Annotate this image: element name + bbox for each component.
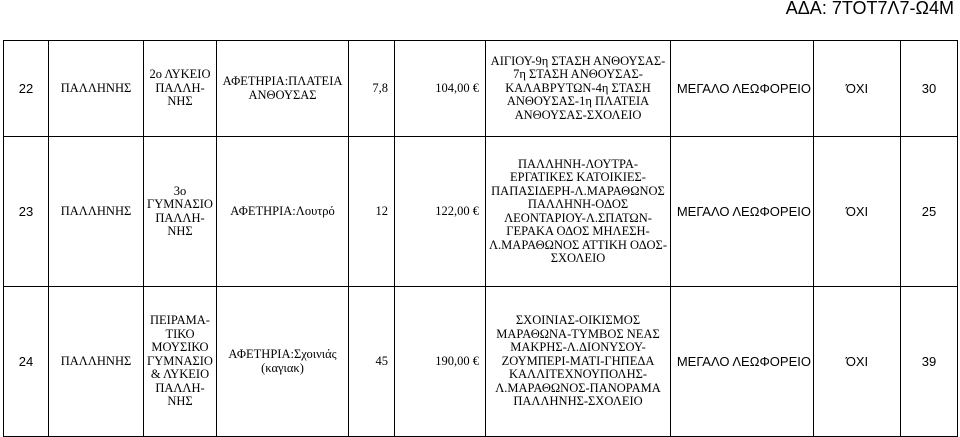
- routes-table: [3, 40, 958, 437]
- school-name: ΠΕΙΡΑΜΑ- ΤΙΚΟ ΜΟΥΣΙΚΟ ΓΥΜΝΑΣΙΟ & ΛΥΚΕΙΟ ΠΑΛΛΗ- ΝΗΣ: [144, 287, 217, 437]
- route-description: ΣΧΟΙΝΙΑΣ-ΟΙΚΙΣΜΟΣ ΜΑΡΑΘΩΝΑ-ΤΥΜΒΟΣ ΝΕΑΣ ΜΑΚΡΗΣ-Λ.ΔΙΟΝΥΣΟΥ- ΖΟΥΜΠΕΡΙ-ΜΑΤΙ-ΓΗΠΕΔΑ ΚΑΛΛΙΤΕΧΝΟΥΠΟΛΗΣ- Λ.ΜΑΡΑΘΩΝΟΣ-ΠΑΝΟΡΑΜΑ ΠΑΛΛΗΝΗΣ-ΣΧΟΛΕΙΟ: [486, 287, 671, 437]
- table-row: [4, 137, 958, 287]
- route-description: ΑΙΓΙΟΥ-9η ΣΤΑΣΗ ΑΝΘΟΥΣΑΣ- 7η ΣΤΑΣΗ ΑΝΘΟΥΣΑΣ- ΚΑΛΑΒΡΥΤΩΝ-4η ΣΤΑΣΗ ΑΝΘΟΥΣΑΣ-1η ΠΛΑΤΕΙΑ ΑΝΘΟΥΣΑΣ-ΣΧΟΛΕΙΟ: [486, 41, 671, 137]
- vehicle-type: ΜΕΓΑΛΟ ΛΕΩΦΟΡΕΙΟ: [671, 41, 814, 137]
- vehicle-type: ΜΕΓΑΛΟ ΛΕΩΦΟΡΕΙΟ: [671, 287, 814, 437]
- escort: ΌΧΙ: [814, 287, 901, 437]
- distance-km: 12: [349, 137, 395, 287]
- student-count: 39: [901, 287, 958, 437]
- row-number: 22: [4, 41, 49, 137]
- start-point: ΑΦΕΤΗΡΙΑ:ΠΛΑΤΕΙΑ ΑΝΘΟΥΣΑΣ: [217, 41, 349, 137]
- school-name: 2ο ΛΥΚΕΙΟ ΠΑΛΛΗ- ΝΗΣ: [144, 41, 217, 137]
- start-point: ΑΦΕΤΗΡΙΑ:Σχοινιάς (καγιακ): [217, 287, 349, 437]
- cost: 104,00 €: [395, 41, 486, 137]
- school-name: 3ο ΓΥΜΝΑΣΙΟ ΠΑΛΛΗ- ΝΗΣ: [144, 137, 217, 287]
- student-count: 25: [901, 137, 958, 287]
- municipality: ΠΑΛΛΗΝΗΣ: [49, 41, 144, 137]
- table-row: [4, 287, 958, 437]
- cost: 122,00 €: [395, 137, 486, 287]
- row-number: 24: [4, 287, 49, 437]
- distance-km: 7,8: [349, 41, 395, 137]
- escort: ΌΧΙ: [814, 41, 901, 137]
- vehicle-type: ΜΕΓΑΛΟ ΛΕΩΦΟΡΕΙΟ: [671, 137, 814, 287]
- row-number: 23: [4, 137, 49, 287]
- student-count: 30: [901, 41, 958, 137]
- route-description: ΠΑΛΛΗΝΗ-ΛΟΥΤΡΑ- ΕΡΓΑΤΙΚΕΣ ΚΑΤΟΙΚΙΕΣ- ΠΑΠΑΣΙΔΕΡΗ-Λ.ΜΑΡΑΘΩΝΟΣ ΠΑΛΛΗΝΗ-ΟΔΟΣ ΛΕΟΝΤΑΡΙΟΥ-Λ.ΣΠΑΤΩΝ- ΓΕΡΑΚΑ ΟΔΟΣ ΜΗΛΕΣΗ- Λ.ΜΑΡΑΘΩΝΟΣ ΑΤΤΙΚΗ ΟΔΟΣ- ΣΧΟΛΕΙΟ: [486, 137, 671, 287]
- start-point: ΑΦΕΤΗΡΙΑ:Λουτρό: [217, 137, 349, 287]
- municipality: ΠΑΛΛΗΝΗΣ: [49, 287, 144, 437]
- table-row: [4, 41, 958, 137]
- cost: 190,00 €: [395, 287, 486, 437]
- distance-km: 45: [349, 287, 395, 437]
- escort: ΌΧΙ: [814, 137, 901, 287]
- municipality: ΠΑΛΛΗΝΗΣ: [49, 137, 144, 287]
- ada-code: ΑΔΑ: 7ΤΟΤ7Λ7-Ω4Μ: [785, 0, 954, 18]
